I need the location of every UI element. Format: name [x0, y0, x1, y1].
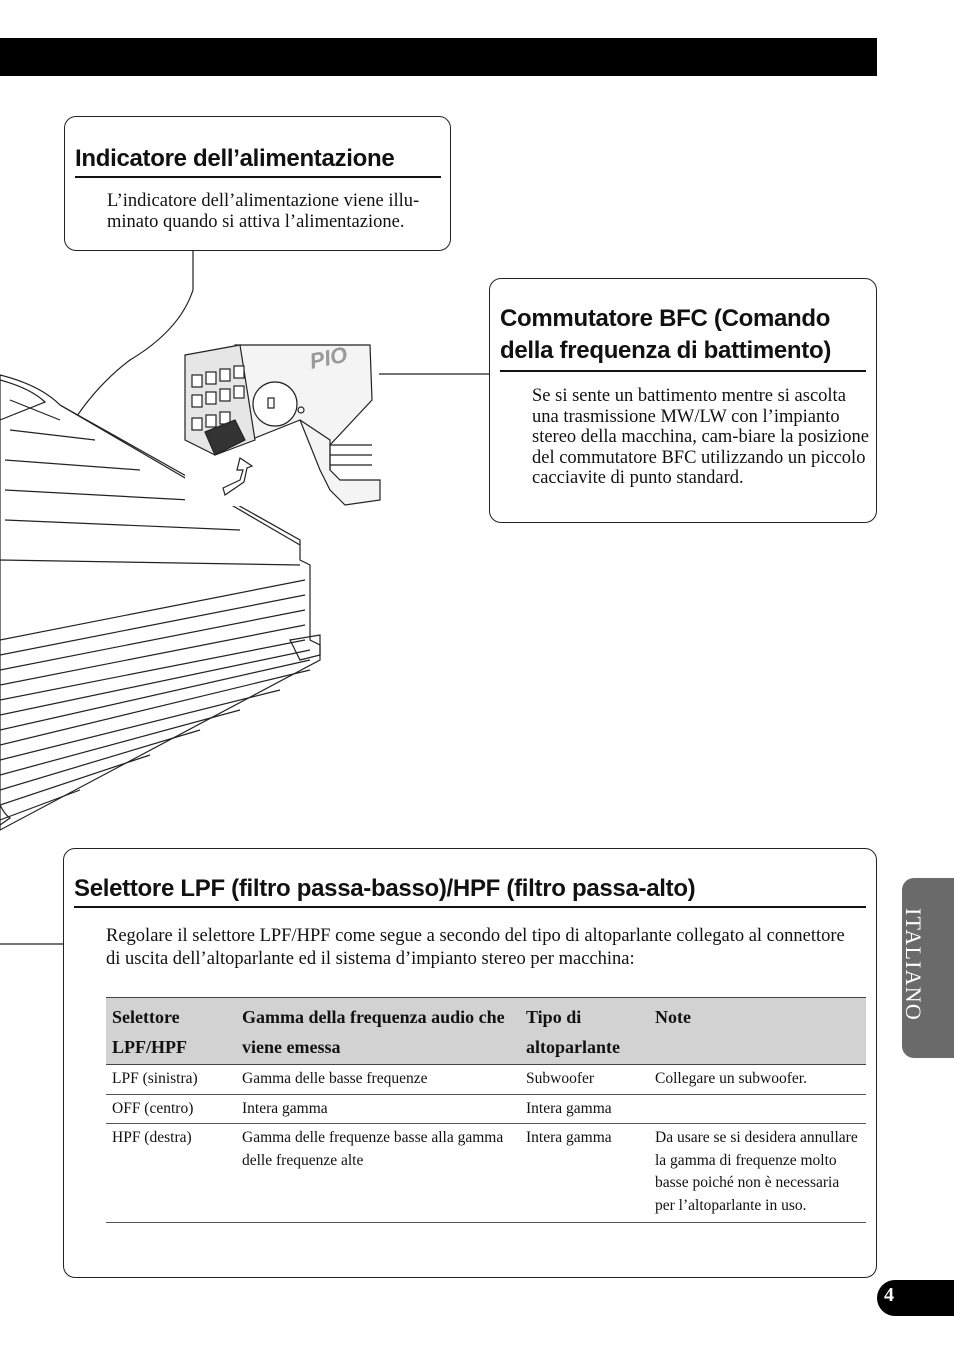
table-cell: Gamma delle basse frequenze — [236, 1065, 520, 1095]
table-cell: Intera gamma — [520, 1094, 649, 1124]
table-header: Note — [649, 998, 866, 1065]
table-header-row — [106, 998, 866, 1065]
table-row — [106, 1094, 866, 1124]
table-cell: Intera gamma — [520, 1124, 649, 1223]
table-cell: Gamma delle frequenze basse alla gamma delle frequenze alte — [236, 1124, 520, 1223]
power-leader-line — [62, 251, 193, 440]
frequency-table — [106, 997, 866, 1223]
table-cell: Intera gamma — [236, 1094, 520, 1124]
table-row — [106, 1124, 866, 1223]
table-header: Gamma della frequenza audio che viene emessa — [236, 998, 520, 1065]
table-header: Tipo di altoparlante — [520, 998, 649, 1065]
table-cell — [649, 1094, 866, 1124]
power-indicator-title: Indicatore dell’alimentazione — [75, 143, 441, 178]
lpf-hpf-intro: Regolare il selettore LPF/HPF come segue a secondo del tipo di altoparlante collegato al connettore di uscita dell’altoparlante ed il sistema d’impianto stereo per macchina: — [106, 926, 845, 969]
lpf-hpf-title: Selettore LPF (filtro passa-basso)/HPF (filtro passa-alto) — [74, 873, 866, 908]
amplifier-closeup — [185, 341, 380, 506]
lpf-hpf-callout — [63, 848, 877, 1278]
power-indicator-callout — [64, 116, 451, 251]
table-cell: OFF (centro) — [106, 1094, 236, 1124]
table-cell: LPF (sinistra) — [106, 1065, 236, 1095]
page-number-badge — [877, 1280, 954, 1316]
table-cell: Subwoofer — [520, 1065, 649, 1095]
table-cell: Da usare se si desidera annullare la gamma di frequenze molto basse poiché non è necessaria per l’altoparlante in uso. — [649, 1124, 866, 1223]
power-indicator-text: L’indicatore dell’alimentazione viene illu-minato quando si attiva l’alimentazione. — [107, 191, 420, 232]
table-cell: Collegare un subwoofer. — [649, 1065, 866, 1095]
brand-logo: PIO — [307, 341, 350, 374]
bfc-switch-callout — [489, 278, 877, 523]
table-header: Selettore LPF/HPF — [106, 998, 236, 1065]
bfc-switch-icon — [253, 382, 297, 426]
table-row — [106, 1065, 866, 1095]
page-number: 4 — [884, 1284, 894, 1306]
bfc-switch-title: Commutatore BFC (Comando della frequenza di battimento) — [500, 303, 866, 372]
language-tab — [902, 878, 954, 1058]
table-cell: HPF (destra) — [106, 1124, 236, 1223]
language-tab-label: ITALIANO — [901, 908, 926, 1021]
bfc-switch-text: Se si sente un battimento mentre si ascolta una trasmissione MW/LW con l’impianto stereo della macchina, cam-biare la posizione del commutatore BFC utilizzando un piccolo cacciavite di punto standard. — [532, 386, 869, 488]
